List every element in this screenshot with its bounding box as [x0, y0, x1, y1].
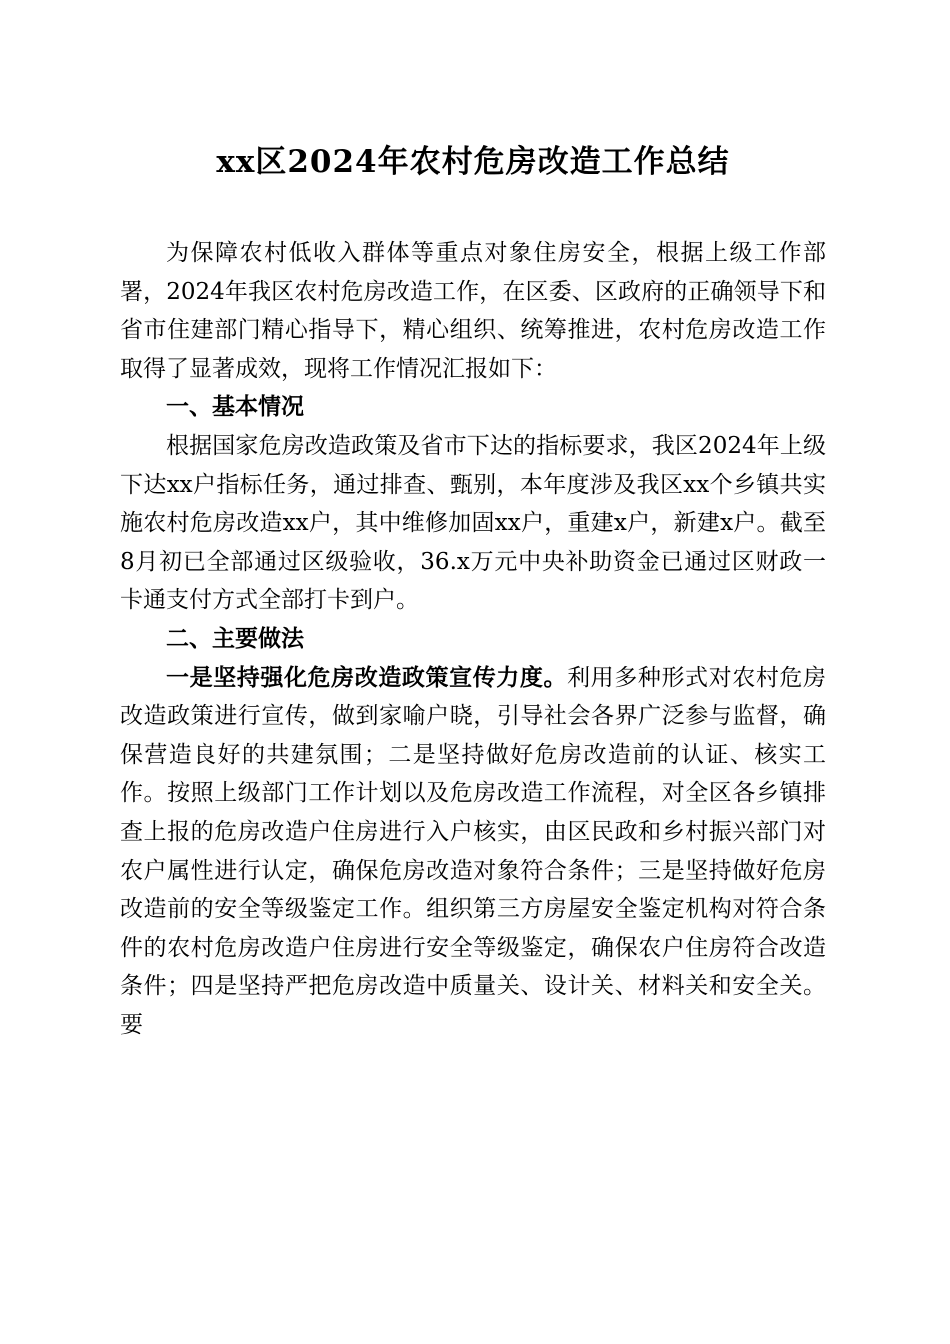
practice-lead-sentence: 一是坚持强化危房改造政策宣传力度。: [166, 663, 568, 691]
document-body: [120, 234, 826, 1044]
practice-text: 利用多种形式对农村危房改造政策进行宣传，做到家喻户晓，引导社会各界广泛参与监督，确保营造良好的共建氛围；二是坚持做好危房改造前的认证、核实工作。按照上级部门工作计划以及危房改造工作流程，对全区各乡镇排查上报的危房改造户住房进行入户核实，由区民政和乡村振兴部门对农户属性进行认定，确保危房改造对象符合条件；三是坚持做好危房改造前的安全等级鉴定工作。组织第三方房屋安全鉴定机构对符合条件的农村危房改造户住房进行安全等级鉴定，确保农户住房符合改造条件；四是坚持严把危房改造中质量关、设计关、材料关和安全关。要: [120, 664, 827, 1038]
section-heading-basic-situation: 一、基本情况: [166, 394, 304, 421]
basic-situation-paragraph: 根据国家危房改造政策及省市下达的指标要求，我区2024年上级下达xx户指标任务，通过排查、甄别，本年度涉及我区xx个乡镇共实施农村危房改造xx户，其中维修加固xx户，重建x户，新建x户。截至8月初已全部通过区级验收，36.x万元中央补助资金已通过区财政一卡通支付方式全部打卡到户。: [120, 432, 826, 614]
section-heading-main-practices: 二、主要做法: [166, 625, 304, 652]
document-title: xx区2024年农村危房改造工作总结: [216, 144, 730, 180]
document-page: [120, 138, 826, 1044]
intro-paragraph: 为保障农村低收入群体等重点对象住房安全，根据上级工作部署，2024年我区农村危房改造工作，在区委、区政府的正确领导下和省市住建部门精心指导下，精心组织、统筹推进，农村危房改造工作取得了显著成效，现将工作情况汇报如下：: [120, 240, 826, 382]
main-practices-paragraph: [120, 659, 826, 1045]
